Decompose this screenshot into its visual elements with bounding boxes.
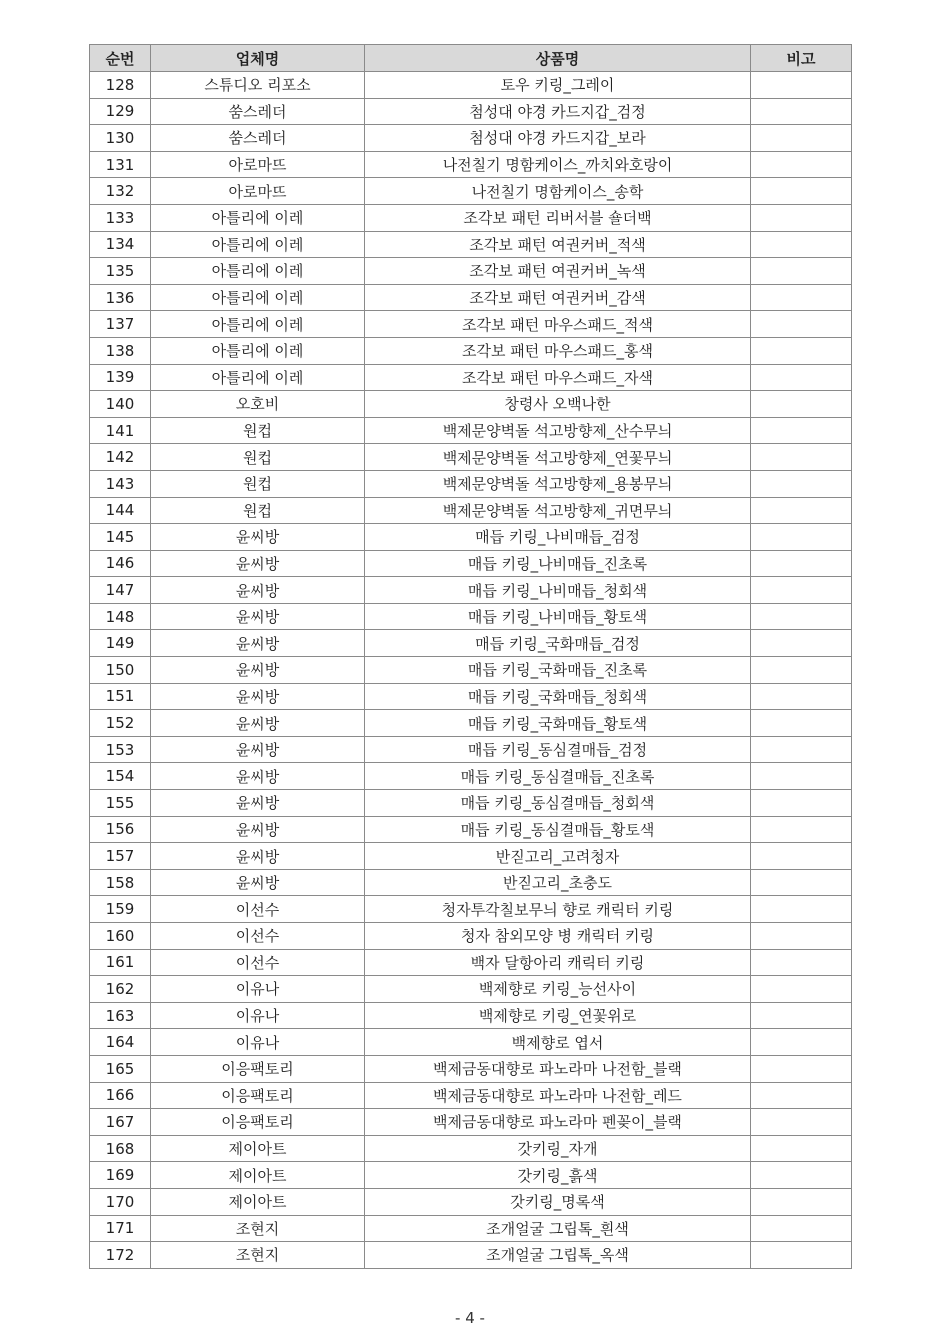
- cell-num: 147: [90, 577, 151, 604]
- header-vendor: 업체명: [151, 45, 365, 72]
- cell-num: 148: [90, 603, 151, 630]
- cell-product: 매듭 키링_동심결매듭_검정: [365, 736, 751, 763]
- cell-note: [751, 1002, 852, 1029]
- cell-num: 152: [90, 710, 151, 737]
- page-number: - 4 -: [455, 1309, 485, 1327]
- cell-num: 164: [90, 1029, 151, 1056]
- cell-note: [751, 577, 852, 604]
- cell-vendor: 윤씨방: [151, 683, 365, 710]
- cell-note: [751, 603, 852, 630]
- cell-product: 조각보 패턴 리버서블 숄더백: [365, 204, 751, 231]
- cell-num: 146: [90, 550, 151, 577]
- cell-product: 조각보 패턴 여권커버_녹색: [365, 258, 751, 285]
- table-header-row: [90, 45, 852, 72]
- cell-vendor: 제이아트: [151, 1188, 365, 1215]
- cell-note: [751, 1029, 852, 1056]
- cell-note: [751, 869, 852, 896]
- cell-num: 150: [90, 657, 151, 684]
- cell-note: [751, 630, 852, 657]
- cell-note: [751, 72, 852, 99]
- table-row: [90, 151, 852, 178]
- cell-product: 조개얼굴 그립톡_흰색: [365, 1215, 751, 1242]
- cell-vendor: 윤씨방: [151, 843, 365, 870]
- cell-note: [751, 657, 852, 684]
- cell-note: [751, 125, 852, 152]
- cell-vendor: 이응팩토리: [151, 1082, 365, 1109]
- cell-vendor: 윤씨방: [151, 630, 365, 657]
- table-row: [90, 125, 852, 152]
- cell-vendor: 이선수: [151, 896, 365, 923]
- cell-note: [751, 949, 852, 976]
- cell-num: 139: [90, 364, 151, 391]
- cell-num: 137: [90, 311, 151, 338]
- cell-num: 162: [90, 976, 151, 1003]
- cell-vendor: 아로마뜨: [151, 151, 365, 178]
- table-row: [90, 204, 852, 231]
- product-list-sheet: [89, 44, 851, 1269]
- cell-num: 158: [90, 869, 151, 896]
- cell-num: 160: [90, 923, 151, 950]
- table-row: [90, 231, 852, 258]
- cell-product: 백제금동대향로 파노라마 펜꽂이_블랙: [365, 1109, 751, 1136]
- cell-vendor: 원컵: [151, 417, 365, 444]
- cell-num: 156: [90, 816, 151, 843]
- cell-num: 143: [90, 470, 151, 497]
- cell-product: 매듭 키링_동심결매듭_황토색: [365, 816, 751, 843]
- cell-vendor: 윤씨방: [151, 524, 365, 551]
- table-row: [90, 444, 852, 471]
- cell-num: 131: [90, 151, 151, 178]
- table-row: [90, 657, 852, 684]
- table-row: [90, 72, 852, 99]
- cell-vendor: 아틀리에 이레: [151, 231, 365, 258]
- cell-note: [751, 204, 852, 231]
- cell-num: 154: [90, 763, 151, 790]
- cell-product: 조개얼굴 그립톡_옥색: [365, 1242, 751, 1269]
- table-body: [90, 72, 852, 1269]
- table-row: [90, 896, 852, 923]
- cell-num: 140: [90, 391, 151, 418]
- cell-num: 142: [90, 444, 151, 471]
- table-row: [90, 497, 852, 524]
- cell-product: 갓키링_흙색: [365, 1162, 751, 1189]
- cell-num: 151: [90, 683, 151, 710]
- cell-product: 백제금동대향로 파노라마 나전함_레드: [365, 1082, 751, 1109]
- cell-vendor: 제이아트: [151, 1135, 365, 1162]
- table-row: [90, 1242, 852, 1269]
- cell-note: [751, 497, 852, 524]
- table-row: [90, 1029, 852, 1056]
- cell-product: 조각보 패턴 마우스패드_홍색: [365, 337, 751, 364]
- cell-vendor: 이선수: [151, 949, 365, 976]
- cell-vendor: 윤씨방: [151, 603, 365, 630]
- cell-num: 153: [90, 736, 151, 763]
- cell-product: 청자투각칠보무늬 향로 캐릭터 키링: [365, 896, 751, 923]
- table-row: [90, 869, 852, 896]
- table-row: [90, 98, 852, 125]
- cell-product: 매듭 키링_나비매듭_황토색: [365, 603, 751, 630]
- cell-note: [751, 417, 852, 444]
- cell-num: 161: [90, 949, 151, 976]
- cell-note: [751, 1055, 852, 1082]
- cell-vendor: 윤씨방: [151, 657, 365, 684]
- cell-product: 갓키링_자개: [365, 1135, 751, 1162]
- cell-note: [751, 258, 852, 285]
- cell-note: [751, 444, 852, 471]
- cell-note: [751, 1162, 852, 1189]
- cell-num: 155: [90, 790, 151, 817]
- cell-vendor: 아틀리에 이레: [151, 204, 365, 231]
- cell-note: [751, 790, 852, 817]
- cell-product: 매듭 키링_동심결매듭_진초록: [365, 763, 751, 790]
- cell-num: 130: [90, 125, 151, 152]
- cell-product: 백제금동대향로 파노라마 나전함_블랙: [365, 1055, 751, 1082]
- table-row: [90, 923, 852, 950]
- cell-num: 132: [90, 178, 151, 205]
- cell-vendor: 윤씨방: [151, 869, 365, 896]
- table-row: [90, 1135, 852, 1162]
- cell-num: 170: [90, 1188, 151, 1215]
- cell-num: 165: [90, 1055, 151, 1082]
- cell-product: 나전칠기 명함케이스_송학: [365, 178, 751, 205]
- cell-vendor: 아틀리에 이레: [151, 337, 365, 364]
- cell-note: [751, 151, 852, 178]
- cell-vendor: 아틀리에 이레: [151, 258, 365, 285]
- cell-note: [751, 1135, 852, 1162]
- cell-num: 167: [90, 1109, 151, 1136]
- cell-note: [751, 364, 852, 391]
- cell-num: 149: [90, 630, 151, 657]
- cell-product: 나전칠기 명함케이스_까치와호랑이: [365, 151, 751, 178]
- table-row: [90, 178, 852, 205]
- cell-note: [751, 683, 852, 710]
- table-row: [90, 603, 852, 630]
- cell-num: 145: [90, 524, 151, 551]
- cell-note: [751, 710, 852, 737]
- cell-vendor: 윤씨방: [151, 816, 365, 843]
- cell-note: [751, 1215, 852, 1242]
- table-row: [90, 976, 852, 1003]
- cell-vendor: 아틀리에 이레: [151, 284, 365, 311]
- table-row: [90, 630, 852, 657]
- table-row: [90, 843, 852, 870]
- table-row: [90, 417, 852, 444]
- cell-product: 창령사 오백나한: [365, 391, 751, 418]
- cell-num: 141: [90, 417, 151, 444]
- cell-num: 129: [90, 98, 151, 125]
- table-row: [90, 949, 852, 976]
- cell-vendor: 아로마뜨: [151, 178, 365, 205]
- cell-num: 136: [90, 284, 151, 311]
- cell-note: [751, 311, 852, 338]
- cell-vendor: 윤씨방: [151, 763, 365, 790]
- cell-vendor: 윤씨방: [151, 710, 365, 737]
- table-row: [90, 577, 852, 604]
- cell-note: [751, 391, 852, 418]
- cell-vendor: 윤씨방: [151, 736, 365, 763]
- cell-vendor: 조현지: [151, 1242, 365, 1269]
- cell-num: 166: [90, 1082, 151, 1109]
- cell-vendor: 제이아트: [151, 1162, 365, 1189]
- cell-num: 128: [90, 72, 151, 99]
- cell-vendor: 이유나: [151, 1002, 365, 1029]
- cell-num: 159: [90, 896, 151, 923]
- cell-vendor: 아틀리에 이레: [151, 364, 365, 391]
- cell-note: [751, 98, 852, 125]
- cell-note: [751, 816, 852, 843]
- cell-num: 144: [90, 497, 151, 524]
- cell-vendor: 윤씨방: [151, 577, 365, 604]
- cell-note: [751, 1242, 852, 1269]
- cell-vendor: 이선수: [151, 923, 365, 950]
- cell-vendor: 쑴스레더: [151, 125, 365, 152]
- cell-note: [751, 1082, 852, 1109]
- cell-note: [751, 337, 852, 364]
- cell-product: 백제문양벽돌 석고방향제_귀면무늬: [365, 497, 751, 524]
- cell-product: 백제문양벽돌 석고방향제_산수무늬: [365, 417, 751, 444]
- cell-product: 토우 키링_그레이: [365, 72, 751, 99]
- table-row: [90, 337, 852, 364]
- cell-product: 매듭 키링_나비매듭_청회색: [365, 577, 751, 604]
- cell-vendor: 원컵: [151, 444, 365, 471]
- cell-product: 매듭 키링_국화매듭_검정: [365, 630, 751, 657]
- cell-product: 매듭 키링_나비매듭_검정: [365, 524, 751, 551]
- cell-product: 매듭 키링_국화매듭_청회색: [365, 683, 751, 710]
- cell-num: 135: [90, 258, 151, 285]
- cell-note: [751, 550, 852, 577]
- cell-note: [751, 896, 852, 923]
- table-row: [90, 364, 852, 391]
- cell-vendor: 원컵: [151, 470, 365, 497]
- cell-num: 133: [90, 204, 151, 231]
- table-row: [90, 763, 852, 790]
- cell-note: [751, 763, 852, 790]
- cell-num: 168: [90, 1135, 151, 1162]
- cell-note: [751, 178, 852, 205]
- header-num: 순번: [90, 45, 151, 72]
- cell-num: 172: [90, 1242, 151, 1269]
- table-row: [90, 1109, 852, 1136]
- cell-num: 163: [90, 1002, 151, 1029]
- cell-product: 매듭 키링_나비매듭_진초록: [365, 550, 751, 577]
- cell-product: 매듭 키링_동심결매듭_청회색: [365, 790, 751, 817]
- cell-note: [751, 284, 852, 311]
- table-row: [90, 284, 852, 311]
- cell-product: 매듭 키링_국화매듭_황토색: [365, 710, 751, 737]
- header-note: 비고: [751, 45, 852, 72]
- cell-vendor: 이유나: [151, 1029, 365, 1056]
- cell-vendor: 스튜디오 리포소: [151, 72, 365, 99]
- cell-note: [751, 1109, 852, 1136]
- table-row: [90, 1162, 852, 1189]
- table-row: [90, 1188, 852, 1215]
- cell-vendor: 이유나: [151, 976, 365, 1003]
- table-row: [90, 524, 852, 551]
- cell-num: 171: [90, 1215, 151, 1242]
- table-row: [90, 790, 852, 817]
- cell-product: 청자 참외모양 병 캐릭터 키링: [365, 923, 751, 950]
- cell-product: 백제향로 키링_능선사이: [365, 976, 751, 1003]
- cell-product: 백자 달항아리 캐릭터 키링: [365, 949, 751, 976]
- table-row: [90, 1055, 852, 1082]
- product-table: [89, 44, 852, 1269]
- cell-product: 매듭 키링_국화매듭_진초록: [365, 657, 751, 684]
- table-row: [90, 258, 852, 285]
- cell-note: [751, 843, 852, 870]
- cell-product: 반짇고리_초충도: [365, 869, 751, 896]
- table-row: [90, 311, 852, 338]
- cell-vendor: 윤씨방: [151, 790, 365, 817]
- table-row: [90, 710, 852, 737]
- cell-note: [751, 231, 852, 258]
- cell-product: 조각보 패턴 여권커버_적색: [365, 231, 751, 258]
- table-row: [90, 1002, 852, 1029]
- cell-num: 134: [90, 231, 151, 258]
- cell-product: 반짇고리_고려청자: [365, 843, 751, 870]
- cell-product: 백제향로 엽서: [365, 1029, 751, 1056]
- cell-product: 조각보 패턴 마우스패드_적색: [365, 311, 751, 338]
- cell-vendor: 쑴스레더: [151, 98, 365, 125]
- cell-num: 169: [90, 1162, 151, 1189]
- cell-product: 갓키링_명록색: [365, 1188, 751, 1215]
- cell-vendor: 원컵: [151, 497, 365, 524]
- cell-note: [751, 524, 852, 551]
- cell-product: 조각보 패턴 여권커버_감색: [365, 284, 751, 311]
- table-row: [90, 1082, 852, 1109]
- table-row: [90, 470, 852, 497]
- table-row: [90, 683, 852, 710]
- table-row: [90, 816, 852, 843]
- cell-product: 백제향로 키링_연꽃위로: [365, 1002, 751, 1029]
- cell-product: 백제문양벽돌 석고방향제_연꽃무늬: [365, 444, 751, 471]
- cell-product: 첨성대 야경 카드지갑_검정: [365, 98, 751, 125]
- cell-vendor: 아틀리에 이레: [151, 311, 365, 338]
- cell-note: [751, 736, 852, 763]
- header-product: 상품명: [365, 45, 751, 72]
- cell-note: [751, 923, 852, 950]
- cell-num: 157: [90, 843, 151, 870]
- cell-num: 138: [90, 337, 151, 364]
- cell-product: 첨성대 야경 카드지갑_보라: [365, 125, 751, 152]
- cell-note: [751, 470, 852, 497]
- cell-vendor: 조현지: [151, 1215, 365, 1242]
- table-row: [90, 550, 852, 577]
- cell-note: [751, 1188, 852, 1215]
- cell-product: 백제문양벽돌 석고방향제_용봉무늬: [365, 470, 751, 497]
- cell-vendor: 오호비: [151, 391, 365, 418]
- cell-vendor: 윤씨방: [151, 550, 365, 577]
- cell-product: 조각보 패턴 마우스패드_자색: [365, 364, 751, 391]
- table-row: [90, 391, 852, 418]
- cell-note: [751, 976, 852, 1003]
- table-row: [90, 736, 852, 763]
- table-row: [90, 1215, 852, 1242]
- cell-vendor: 이응팩토리: [151, 1109, 365, 1136]
- cell-vendor: 이응팩토리: [151, 1055, 365, 1082]
